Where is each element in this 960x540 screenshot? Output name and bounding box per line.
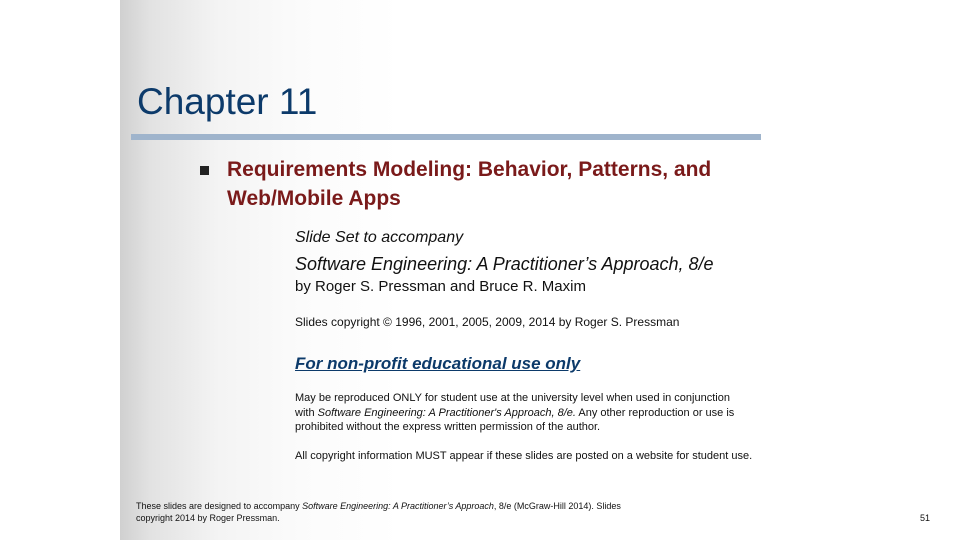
footer-line-2: copyright 2014 by Roger Pressman.: [136, 513, 280, 523]
slide-set-caption: Slide Set to accompany: [295, 229, 464, 246]
book-title: Software Engineering: A Practitioner’s Approach, 8/e: [295, 254, 714, 274]
nonprofit-notice: For non-profit educational use only: [295, 354, 581, 373]
title-underline-rule: [131, 134, 761, 140]
footer-line-1: [136, 500, 756, 512]
authors-line: by Roger S. Pressman and Bruce R. Maxim: [295, 278, 586, 295]
chapter-subject-bullet: Requirements Modeling: Behavior, Patterns, and Web/Mobile Apps: [227, 158, 712, 210]
footer-note: [136, 500, 756, 524]
reproduction-line-2-rest: Any other reproduction or use is: [575, 406, 735, 419]
page-number: 51: [919, 513, 930, 523]
reproduction-with: with: [295, 406, 318, 419]
square-bullet-icon: [200, 166, 209, 175]
footer-suffix: , 8/e (McGraw-Hill 2014). Slides: [493, 501, 621, 511]
reproduction-book-title: Software Engineering: A Practitioner's Approach, 8/e.: [317, 406, 576, 419]
reproduction-line-3: prohibited without the express written permission of the author.: [295, 421, 601, 433]
slides-copyright: Slides copyright © 1996, 2001, 2005, 2009, 2014 by Roger S. Pressman: [295, 315, 680, 329]
reproduction-line-2: [295, 406, 795, 421]
reproduction-notice: [295, 391, 795, 435]
slide-title: Chapter 11: [137, 81, 318, 122]
website-copyright-notice: All copyright information MUST appear if these slides are posted on a website for student use.: [295, 450, 753, 462]
reproduction-line-1: May be reproduced ONLY for student use at the university level when used in conjunction: [295, 392, 730, 404]
footer-prefix: These slides are designed to accompany: [136, 501, 303, 511]
footer-book-title: Software Engineering: A Practitioner’s Approach: [302, 501, 494, 511]
